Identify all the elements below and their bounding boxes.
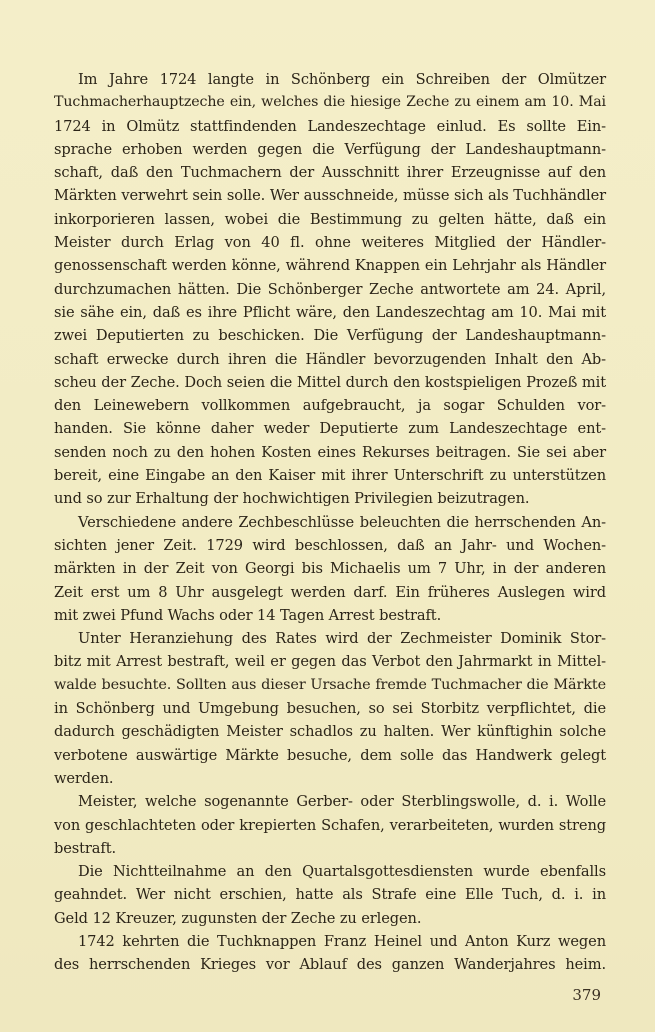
text-line: sprache erhoben werden gegen die Verfügung der Landeshauptmann- [54,140,606,158]
text-line: bestraft. [54,839,117,857]
text-line: 1742 kehrten die Tuchknappen Franz Heinel und Anton Kurz wegen [78,932,606,950]
text-line: Die Nichtteilnahme an den Quartalsgottesdiensten wurde ebenfalls [78,863,606,881]
text-line: Tuchmacherhauptzeche ein, welches die hiesige Zeche zu einem am 10. Mai [54,94,606,111]
text-line: Meister, welche sogenannte Gerber- oder Sterblingswolle, d. i. Wolle [78,793,606,811]
text-line: Im Jahre 1724 langte in Schönberg ein Schreiben der Olmützer [78,71,606,88]
text-line: zwei Deputierten zu beschicken. Die Verfügung der Landeshauptmann- [54,327,606,345]
text-line: Unter Heranziehung des Rates wird der Zechmeister Dominik Stor- [78,630,606,648]
text-line: märkten in der Zeit von Georgi bis Michaelis um 7 Uhr, in der anderen [54,560,606,578]
text-line: und so zur Erhaltung der hochwichtigen Privilegien beizutragen. [54,490,530,508]
text-line: Verschiedene andere Zechbeschlüsse beleuchten die herrschenden An- [78,513,606,531]
text-line: Geld 12 Kreuzer, zugunsten der Zeche zu erlegen. [54,909,422,927]
text-line: senden noch zu den hohen Kosten eines Rekurses beitragen. Sie sei aber [54,443,606,461]
text-line: sichten jener Zeit. 1729 wird beschlossen, daß an Jahr- und Wochen- [54,536,606,554]
text-line: Meister durch Erlag von 40 fl. ohne weiteres Mitglied der Händler- [54,234,606,252]
text-line: durchzumachen hätten. Die Schönberger Zeche antwortete am 24. April, [54,280,606,298]
text-line: scheu der Zeche. Doch seien die Mittel durch den kostspieligen Prozeß mit [54,373,606,391]
text-line: schaft erwecke durch ihren die Händler bevorzugenden Inhalt den Ab- [54,350,606,368]
text-line: von geschlachteten oder krepierten Schafen, verarbeiteten, wurden streng [54,816,606,834]
text-line: handen. Sie könne daher weder Deputierte zum Landeszechtage ent- [54,420,606,438]
text-line: geahndet. Wer nicht erschien, hatte als Strafe eine Elle Tuch, d. i. in [54,886,606,904]
text-line: schaft, daß den Tuchmachern der Ausschnitt ihrer Erzeugnisse auf den [54,164,606,182]
text-line: verbotene auswärtige Märkte besuche, dem solle das Handwerk gelegt [54,746,606,764]
body-text [54,68,606,977]
text-line: bereit, eine Eingabe an den Kaiser mit ihrer Unterschrift zu unterstützen [54,467,606,485]
text-line: 1724 in Olmütz stattfindenden Landeszechtage einlud. Es sollte Ein- [54,117,606,135]
text-line: bitz mit Arrest bestraft, weil er gegen das Verbot den Jahrmarkt in Mittel- [54,653,606,671]
text-line: mit zwei Pfund Wachs oder 14 Tagen Arrest bestraft. [54,606,442,624]
text-line: walde besuchte. Sollten aus dieser Ursache fremde Tuchmacher die Märkte [54,676,606,693]
page-number: 379 [572,986,601,1004]
text-line: sie sähe ein, daß es ihre Pflicht wäre, den Landeszechtag am 10. Mai mit [54,303,606,321]
text-line: genossenschaft werden könne, während Knappen ein Lehrjahr als Händler [54,257,606,275]
text-line: Märkten verwehrt sein solle. Wer ausschneide, müsse sich als Tuchhändler [54,187,606,205]
text-line: des herrschenden Krieges vor Ablauf des ganzen Wanderjahres heim. [54,956,606,974]
text-line: Zeit erst um 8 Uhr ausgelegt werden darf. Ein früheres Auslegen wird [54,583,606,601]
text-line: werden. [54,769,114,787]
text-line: den Leinewebern vollkommen aufgebraucht, ja sogar Schulden vor- [54,397,606,415]
text-line: inkorporieren lassen, wobei die Bestimmung zu gelten hätte, daß ein [54,210,606,228]
text-line: dadurch geschädigten Meister schadlos zu halten. Wer künftighin solche [54,723,606,741]
text-line: in Schönberg und Umgebung besuchen, so sei Storbitz verpflichtet, die [54,700,606,718]
